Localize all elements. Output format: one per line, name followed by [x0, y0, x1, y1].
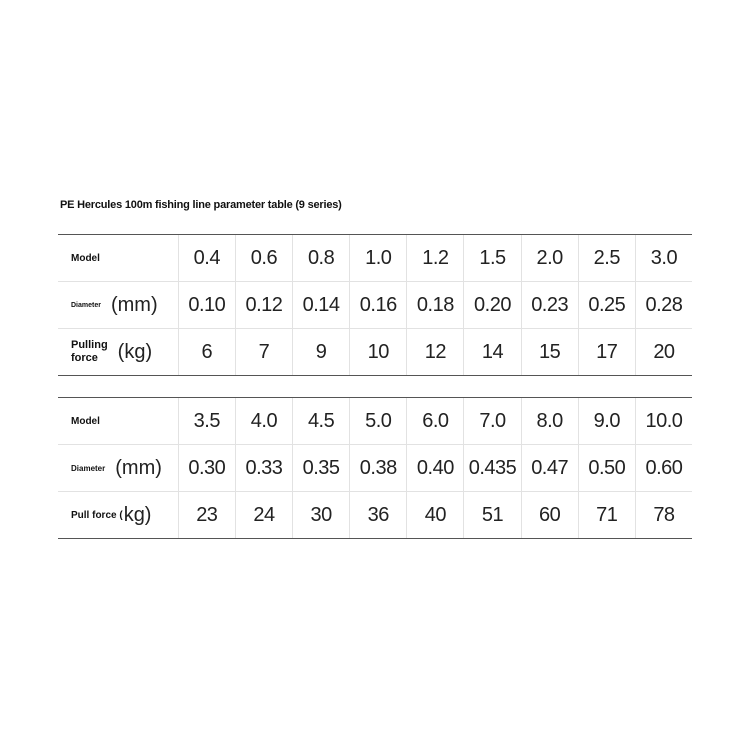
- table-cell: 9: [293, 329, 350, 375]
- row-label-force: [58, 329, 179, 375]
- parameter-table-1: [58, 234, 692, 376]
- table-cell: 14: [464, 329, 521, 375]
- table-row-diameter: [58, 445, 692, 492]
- table-cell: 10: [350, 329, 407, 375]
- table-cell: 8.0: [522, 398, 579, 444]
- table-cell: 15: [522, 329, 579, 375]
- diameter-unit: (mm): [115, 456, 162, 479]
- table-cell: 0.47: [522, 445, 579, 491]
- table-cell: 10.0: [645, 409, 683, 432]
- parameter-table-2: [58, 397, 692, 539]
- row-label-force: [58, 492, 179, 538]
- table-cell: 1.5: [464, 235, 521, 281]
- table-cell: 78: [653, 503, 675, 526]
- force-label-line1: Pulling: [71, 339, 108, 351]
- row-label-diameter: [58, 445, 179, 491]
- table-cell: 2.0: [522, 235, 579, 281]
- table-cell: 1.2: [407, 235, 464, 281]
- table-cell: 60: [522, 492, 579, 538]
- table-cell: 0.28: [645, 293, 683, 316]
- table-cell: 0.16: [350, 282, 407, 328]
- table-cell: 0.50: [579, 445, 636, 491]
- row-label-model: [58, 398, 179, 444]
- table-row-force: [58, 329, 692, 375]
- table-row-force: [58, 492, 692, 538]
- table-cell: 0.25: [579, 282, 636, 328]
- diameter-label: Diameter: [71, 463, 106, 473]
- table-cell: 4.5: [293, 398, 350, 444]
- table-cell: 51: [464, 492, 521, 538]
- table-title: PE Hercules 100m fishing line parameter table (9 series): [60, 199, 342, 211]
- table-cell: 12: [407, 329, 464, 375]
- table-cell: 0.6: [236, 235, 293, 281]
- table-cell: 0.4: [179, 235, 236, 281]
- force-unit: kg): [123, 503, 152, 526]
- table-cell: 17: [579, 329, 636, 375]
- table-cell: 3.5: [179, 398, 236, 444]
- row-label-model: [58, 235, 179, 281]
- table-cell: 4.0: [236, 398, 293, 444]
- table-cell: 0.35: [293, 445, 350, 491]
- table-cell: 6.0: [407, 398, 464, 444]
- table-cell: 2.5: [579, 235, 636, 281]
- force-unit: (kg): [117, 340, 153, 363]
- table-cell: 5.0: [350, 398, 407, 444]
- table-cell: 1.0: [350, 235, 407, 281]
- table-row-diameter: [58, 282, 692, 329]
- model-label: Model: [71, 252, 100, 264]
- table-cell: 0.10: [179, 282, 236, 328]
- table-cell: 23: [179, 492, 236, 538]
- table-cell: 7.0: [464, 398, 521, 444]
- force-label: [71, 339, 108, 365]
- table-cell: 0.14: [293, 282, 350, 328]
- diameter-label: Diameter: [71, 301, 101, 309]
- table-cell: 40: [407, 492, 464, 538]
- diameter-unit: (mm): [110, 293, 158, 316]
- table-cell: 7: [236, 329, 293, 375]
- table-cell: 0.8: [293, 235, 350, 281]
- table-cell: 0.38: [350, 445, 407, 491]
- table-cell: 0.12: [236, 282, 293, 328]
- table-cell: 0.23: [522, 282, 579, 328]
- table-cell: 0.30: [179, 445, 236, 491]
- table-cell: 0.20: [464, 282, 521, 328]
- table-cell: 0.33: [236, 445, 293, 491]
- table-cell: 9.0: [579, 398, 636, 444]
- table-row-model: [58, 235, 692, 282]
- table-cell: 71: [579, 492, 636, 538]
- table-cell: 3.0: [650, 246, 678, 269]
- force-label-line2: force: [71, 352, 98, 364]
- table-row-model: [58, 398, 692, 445]
- force-label: Pull force (: [71, 509, 123, 521]
- table-cell: 0.435: [464, 445, 521, 491]
- table-cell: 0.18: [407, 282, 464, 328]
- table-cell: 30: [293, 492, 350, 538]
- row-label-diameter: [58, 282, 179, 328]
- table-cell: 6: [179, 329, 236, 375]
- model-label: Model: [71, 415, 100, 427]
- table-cell: 0.40: [407, 445, 464, 491]
- table-cell: 24: [236, 492, 293, 538]
- table-cell: 36: [350, 492, 407, 538]
- table-cell: 0.60: [645, 456, 683, 479]
- table-cell: 20: [653, 340, 675, 363]
